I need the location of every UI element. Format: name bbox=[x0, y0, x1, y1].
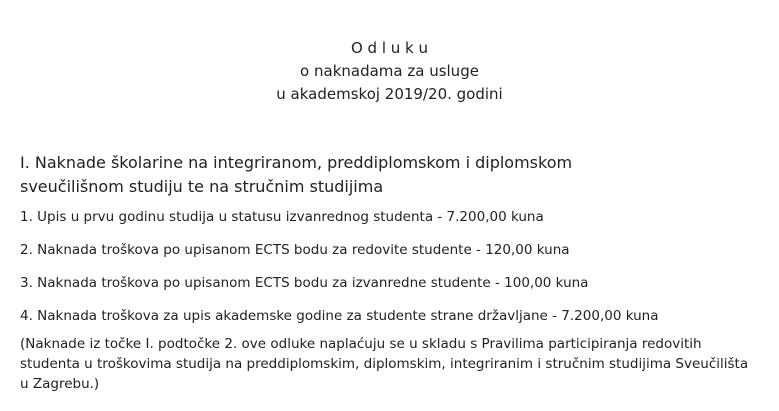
title-line-academic-year: u akademskoj 2019/20. godini bbox=[276, 85, 503, 103]
fee-item-4: 4. Naknada troškova za upis akademske godine za studente strane državljane - 7.200,00 kuna bbox=[20, 308, 659, 324]
section-heading-line-1: I. Naknade školarine na integriranom, preddiplomskom i diplomskom bbox=[20, 153, 573, 172]
fee-item-2: 2. Naknada troškova po upisanom ECTS bodu za redovite studente - 120,00 kuna bbox=[20, 242, 570, 258]
title-line-subject: o naknadama za usluge bbox=[300, 62, 479, 80]
fee-list bbox=[20, 206, 765, 338]
fee-item-1: 1. Upis u prvu godinu studija u statusu izvanrednog studenta - 7.200,00 kuna bbox=[20, 209, 544, 225]
title-line-decision: O d l u k u bbox=[350, 39, 429, 57]
section-heading bbox=[20, 151, 760, 199]
section-heading-line-2: sveučilišnom studiju te na stručnim studijima bbox=[20, 177, 384, 196]
document-title bbox=[0, 37, 779, 106]
fee-item-3: 3. Naknada troškova po upisanom ECTS bodu za izvanredne studente - 100,00 kuna bbox=[20, 275, 589, 291]
fee-note: (Naknade iz točke I. podtočke 2. ove odluke naplaćuju se u skladu s Pravilima participiranja redovitih studenta u troškovima studija na preddiplomskim, diplomskim, integriranim i stručnim studijima Sveučilišta u Zagrebu.) bbox=[20, 336, 749, 392]
